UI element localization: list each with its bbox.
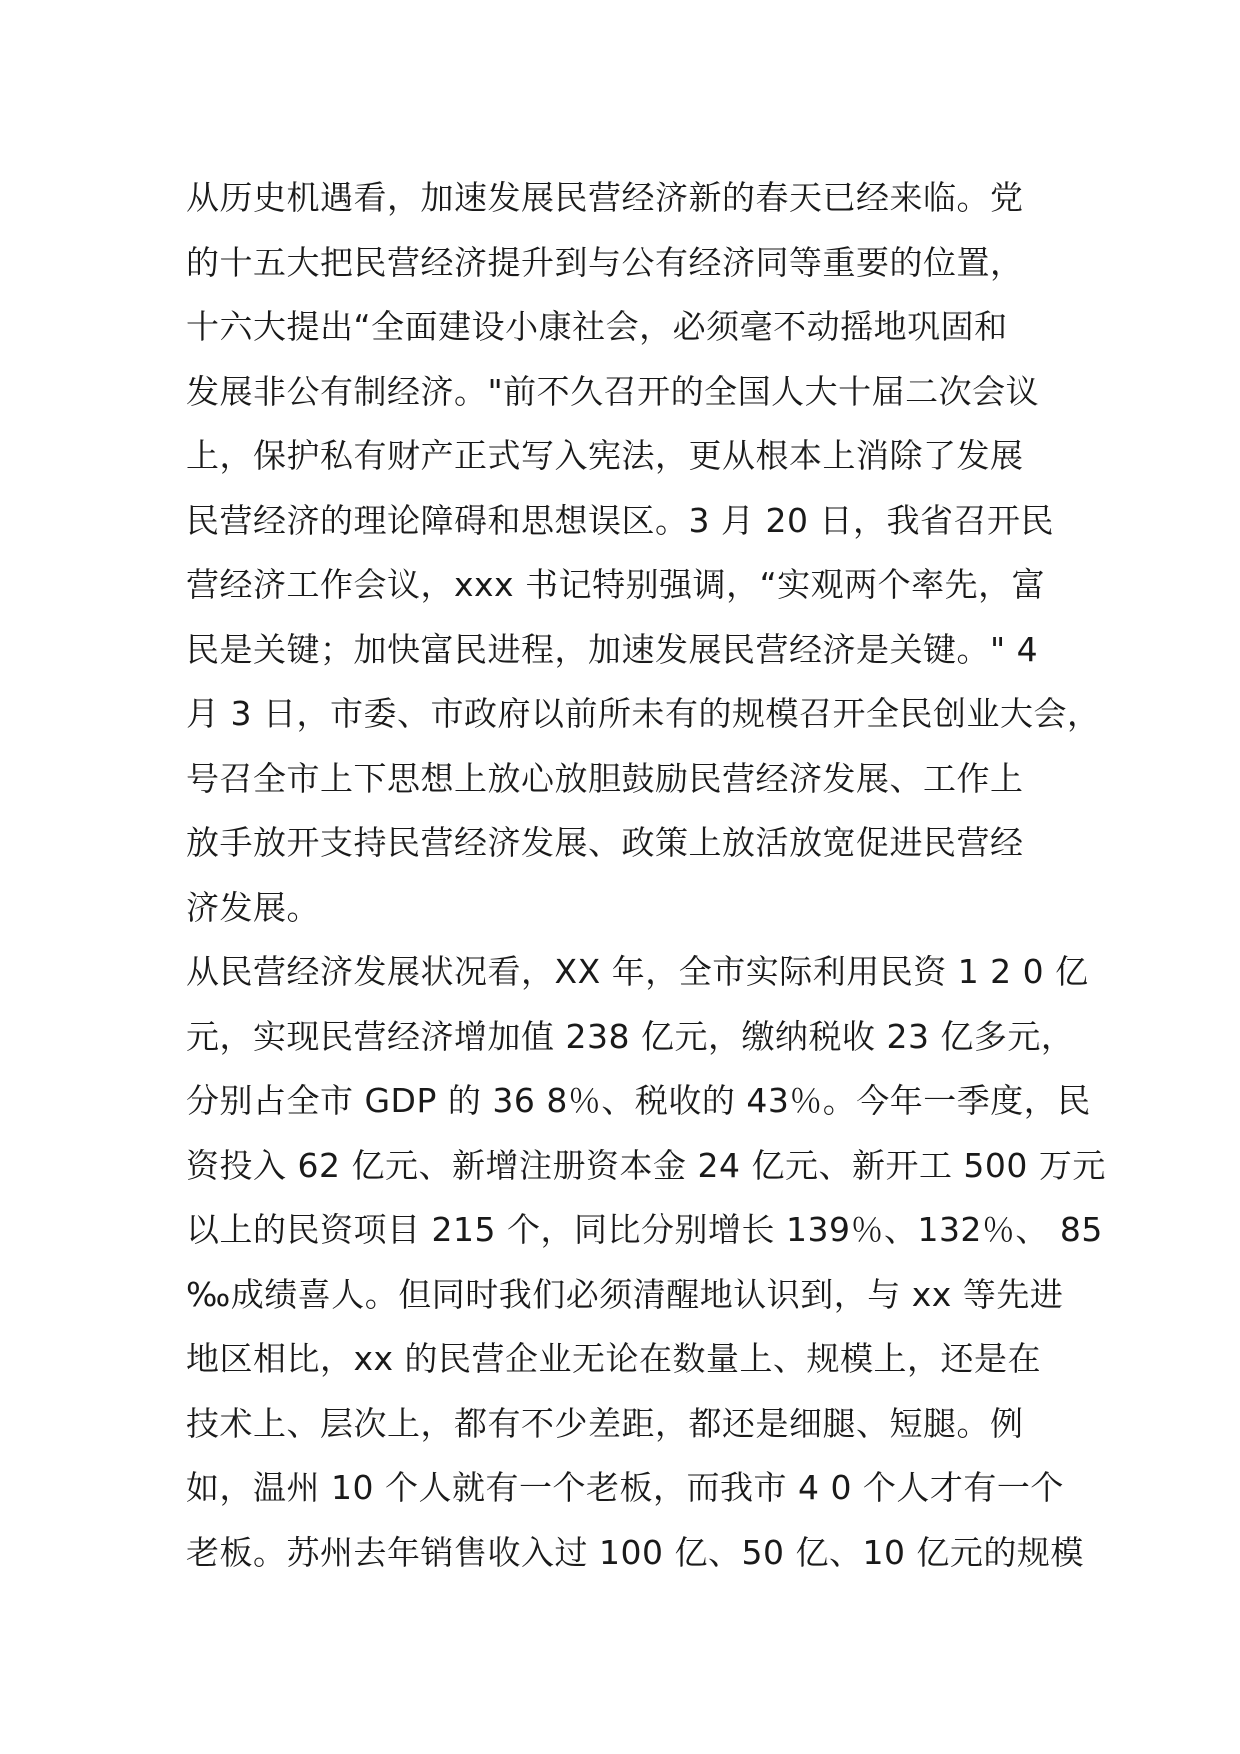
text-line: 以上的民资项目 215 个，同比分别增长 139％、132％、 85 <box>186 1210 1103 1249</box>
text-line: 地区相比，xx 的民营企业无论在数量上、规模上，还是在 <box>186 1339 1042 1378</box>
text-line: 营经济工作会议，xxx 书记特别强调，“实观两个率先，富 <box>186 565 1046 604</box>
paragraph-history-opportunity <box>186 166 1101 940</box>
text-line: 发展非公有制经济。"前不久召开的全国人大十届二次会议 <box>186 371 1040 411</box>
text-line: 老板。苏州去年销售收入过 100 亿、50 亿、10 亿元的规模 <box>186 1532 1084 1572</box>
text-line: 分别占全市 GDP 的 36 8％、税收的 43％。今年一季度，民 <box>186 1081 1091 1120</box>
text-line: 民营经济的理论障碍和思想误区。3 月 20 日，我省召开民 <box>186 500 1054 540</box>
text-line: 十六大提出“全面建设小康社会，必须毫不动摇地巩固和 <box>186 307 1008 346</box>
text-line: 从民营经济发展状况看，XX 年，全市实际利用民资 1 2 0 亿 <box>186 952 1089 991</box>
text-line: 如，温州 10 个人就有一个老板，而我市 4 0 个人才有一个 <box>186 1468 1064 1507</box>
text-line: 号召全市上下思想上放心放胆鼓励民营经济发展、工作上 <box>186 758 1024 798</box>
document-body <box>186 166 1106 1585</box>
text-line: 从历史机遇看，加速发展民营经济新的春天已经来临。党 <box>186 178 1024 217</box>
paragraph-development-status <box>186 940 1106 1585</box>
text-line: ‰成绩喜人。但同时我们必须清醒地认识到，与 xx 等先进 <box>186 1274 1064 1314</box>
text-line: 技术上、层次上，都有不少差距，都还是细腿、短腿。例 <box>186 1403 1024 1443</box>
text-line: 济发展。 <box>186 887 320 927</box>
text-line: 资投入 62 亿元、新增注册资本金 24 亿元、新开工 500 万元 <box>186 1145 1106 1185</box>
text-line: 月 3 日，市委、市政府以前所未有的规模召开全民创业大会， <box>186 694 1101 733</box>
text-line: 元，实现民营经济增加值 238 亿元，缴纳税收 23 亿多元， <box>186 1016 1075 1056</box>
text-line: 民是关键；加快富民进程，加速发展民营经济是关键。" 4 <box>186 629 1039 669</box>
text-line: 的十五大把民营经济提升到与公有经济同等重要的位置， <box>186 242 1024 282</box>
text-line: 上，保护私有财产正式写入宪法，更从根本上消除了发展 <box>186 436 1024 475</box>
text-line: 放手放开支持民营经济发展、政策上放活放宽促进民营经 <box>186 823 1024 862</box>
